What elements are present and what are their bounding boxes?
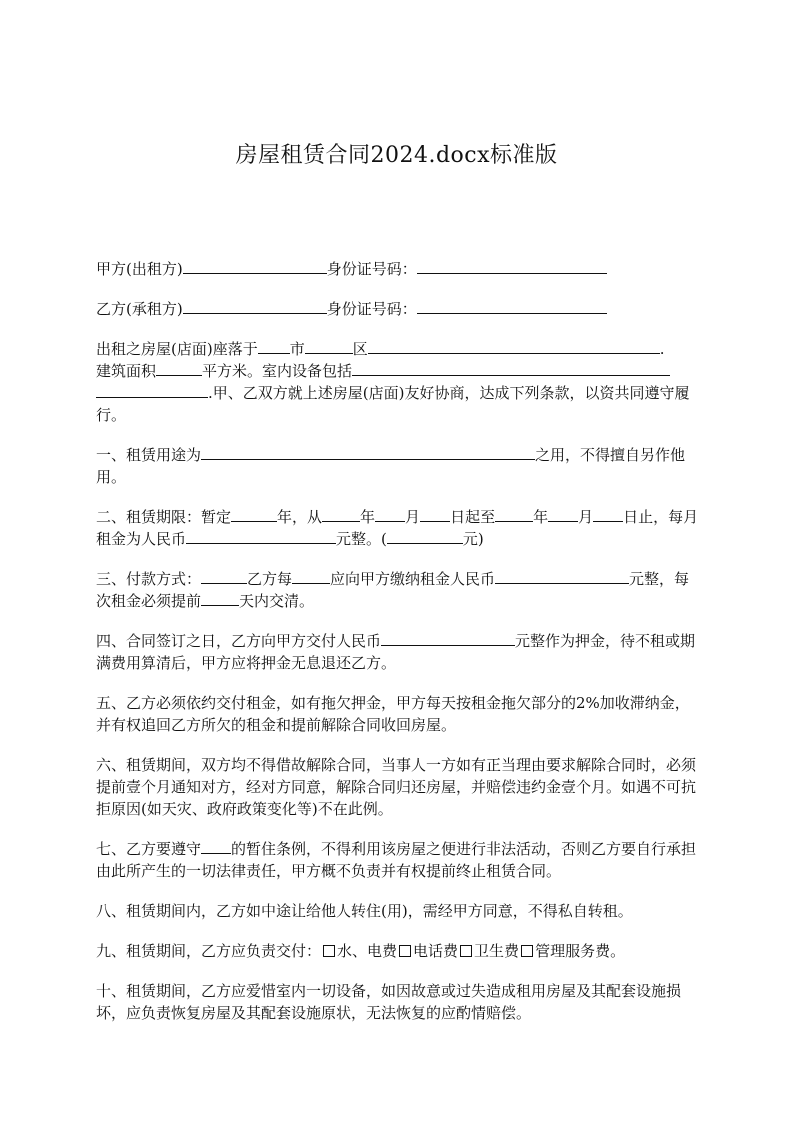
fee-label: 管理服务费。: [535, 942, 626, 960]
clause-text: 元整，每次租金必须提前: [96, 570, 690, 610]
party-b-line: [96, 298, 700, 320]
clause-text: 七、乙方要遵守: [96, 840, 202, 858]
clause-text: 天内交清。: [239, 592, 315, 610]
start-day-blank: [420, 506, 450, 522]
party-a-name-blank: [183, 258, 327, 274]
clause-10: 十、租赁期间，乙方应爱惜室内一切设备，如因故意或过失造成租用房屋及其配套设施损坏，应负责恢复房屋及其配套设施原状，无法恢复的应酌情赔偿。: [96, 982, 682, 1022]
clause-9: [96, 940, 700, 962]
clause-1: [96, 444, 700, 488]
end-day-blank: [593, 506, 623, 522]
clause-5: 五、乙方必须依约交付租金，如有拖欠押金，甲方每天按租金拖欠部分的2%加收滞纳金，并有权追回乙方所欠的租金和提前解除合同收回房屋。: [96, 694, 690, 734]
equipment-blank: [352, 360, 670, 376]
payment-method-blank: [201, 568, 247, 584]
checkbox-telephone: [399, 945, 411, 957]
clause-text: 九、租赁期间，乙方应负责交付：: [96, 942, 322, 960]
premises-text: 区: [352, 340, 368, 358]
rent-number-blank: [387, 528, 463, 544]
start-month-blank: [375, 506, 405, 522]
party-b-id-blank: [417, 298, 607, 314]
premises-text: 建筑面积: [96, 362, 157, 380]
clause-text: 应向甲方缴纳租金人民币: [330, 570, 496, 588]
regulation-place-blank: [201, 838, 231, 854]
end-year-blank: [495, 506, 533, 522]
clause-text: 日止，每月租金为人民币: [96, 508, 699, 548]
clause-text: 月: [578, 508, 594, 526]
clause-text: 日起至: [450, 508, 496, 526]
clause-text: 年: [360, 508, 376, 526]
party-a-line: [96, 258, 700, 280]
clause-text: 年: [533, 508, 549, 526]
clause-4: [96, 630, 700, 674]
equipment-blank-2: [96, 382, 208, 398]
clause-text: 一、租赁用途为: [96, 446, 202, 464]
party-a-label: 甲方(出租方): [96, 260, 183, 278]
area-blank: [156, 360, 202, 376]
clause-text: 元整作为押金，待不租或期满费用算清后，甲方应将押金无息退还乙方。: [96, 632, 696, 672]
premises-paragraph: [96, 338, 700, 426]
end-month-blank: [548, 506, 578, 522]
start-year-blank: [322, 506, 360, 522]
fee-label: 电话费: [413, 942, 459, 960]
usage-blank: [201, 444, 535, 460]
fee-label: 水、电费: [337, 942, 398, 960]
city-blank: [258, 338, 290, 354]
clause-3: [96, 568, 700, 612]
premises-text: 平方米。室内设备包括: [202, 362, 353, 380]
clause-text: 月: [405, 508, 421, 526]
district-blank: [305, 338, 353, 354]
clause-text: 的暂住条例，不得利用该房屋之便进行非法活动，否则乙方要自行承担由此所产生的一切法律责任，甲方概不负责并有权提前终止租赁合同。: [96, 840, 697, 880]
clause-text: 四、合同签订之日，乙方向甲方交付人民币: [96, 632, 382, 650]
clause-text: 元整。(: [336, 530, 387, 548]
checkbox-water-electricity: [323, 945, 335, 957]
contract-body: [96, 258, 700, 1042]
payment-amount-blank: [495, 568, 629, 584]
premises-text: .甲、乙双方就上述房屋(店面)友好协商，达成下列条款，以资共同遵守履行。: [96, 384, 690, 424]
clause-text: 乙方每: [247, 570, 293, 588]
clause-text: 之用，不得擅自另作他用。: [96, 446, 686, 486]
deposit-blank: [381, 630, 515, 646]
years-blank: [231, 506, 277, 522]
payment-period-blank: [292, 568, 330, 584]
document-title: 房屋租赁合同2024.docx标准版: [235, 143, 558, 168]
checkbox-sanitation: [460, 945, 472, 957]
address-blank: [368, 338, 660, 354]
clause-text: 年，从: [277, 508, 323, 526]
rent-words-blank: [186, 528, 336, 544]
clause-2: [96, 506, 700, 550]
fee-label: 卫生费: [474, 942, 520, 960]
clause-text: 二、租赁期限：暂定: [96, 508, 232, 526]
party-a-id-blank: [417, 258, 607, 274]
clause-7: [96, 838, 700, 882]
checkbox-management: [521, 945, 533, 957]
clause-text: 三、付款方式：: [96, 570, 202, 588]
clause-8: 八、租赁期间内，乙方如中途让给他人转住(用)，需经甲方同意，不得私自转租。: [96, 902, 633, 920]
party-b-name-blank: [183, 298, 327, 314]
premises-text: .: [659, 340, 665, 358]
premises-text: 出租之房屋(店面)座落于: [96, 340, 258, 358]
party-b-label: 乙方(承租方): [96, 300, 183, 318]
clause-text: 元): [462, 530, 484, 548]
party-b-id-label: 身份证号码：: [326, 300, 417, 318]
clause-6: 六、租赁期间，双方均不得借故解除合同，当事人一方如有正当理由要求解除合同时，必须提前壹个月通知对方，经对方同意，解除合同归还房屋，并赔偿违约金壹个月。如遇不可抗拒原因(如天灾、政府政策变化等)不在此例。: [96, 756, 697, 818]
advance-days-blank: [201, 590, 239, 606]
premises-text: 市: [289, 340, 305, 358]
party-a-id-label: 身份证号码：: [326, 260, 417, 278]
